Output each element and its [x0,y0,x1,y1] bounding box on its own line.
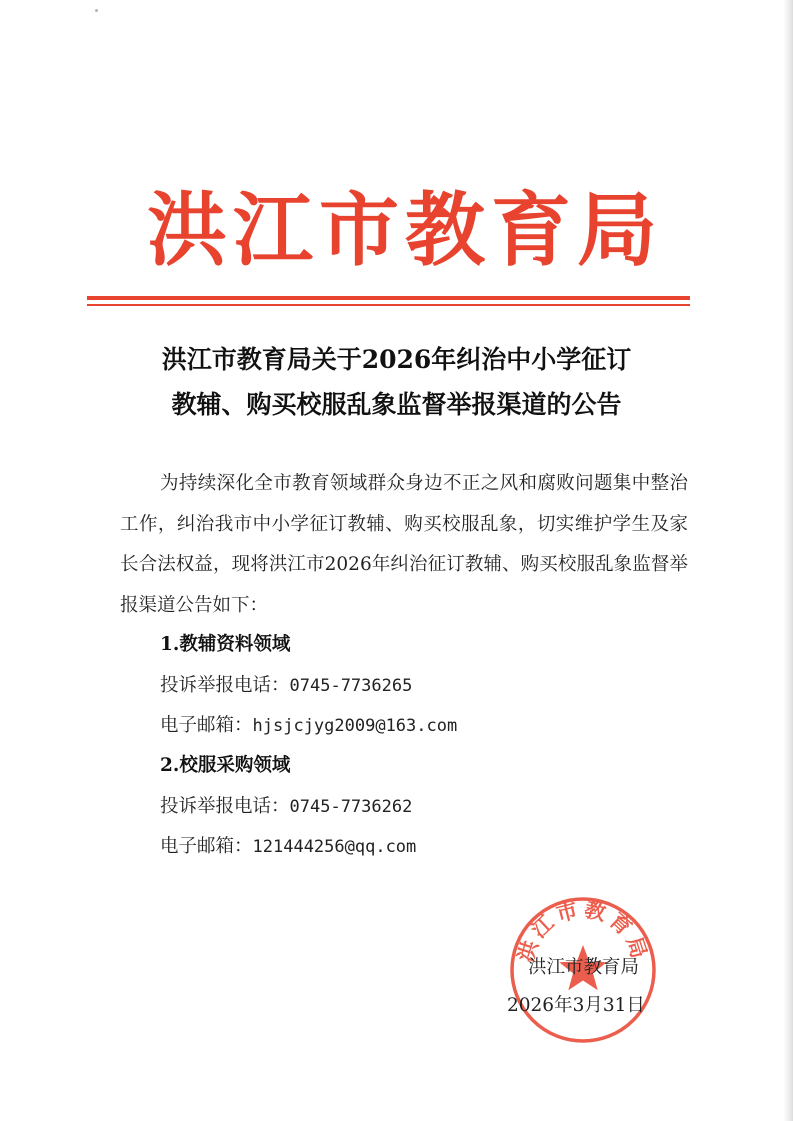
email-address-uniforms: 121444256@qq.com [252,837,417,857]
section-heading-textbooks: 1.教辅资料领域 [160,634,291,655]
contact-email-line-textbooks [160,711,457,741]
contact-phone-line-uniforms [160,792,412,822]
seal-text: 洪江市教育局 [512,896,654,965]
document-title-line-2: 教辅、购买校服乱象监督举报渠道的公告 [171,390,622,419]
letterhead-title: 洪江市教育局 [147,183,663,277]
phone-label: 投诉举报电话： [160,796,290,817]
section-heading-uniforms: 2.校服采购领域 [160,755,291,776]
document-title-line-1: 洪江市教育局关于2026年纠治中小学征订 [161,345,632,374]
page-edge-shadow [783,0,793,1121]
document-title [95,337,698,427]
phone-label: 投诉举报电话： [160,675,290,696]
email-label: 电子邮箱： [160,715,253,736]
phone-number-uniforms: 0745-7736262 [289,797,413,817]
email-label: 电子邮箱： [160,836,253,857]
contact-phone-line-textbooks [160,671,412,701]
letterhead-red-rule-thin [87,304,690,306]
email-address-textbooks: hjsjcjyg2009@163.com [252,716,458,736]
signature-organization: 洪江市教育局 [528,957,640,978]
letterhead-red-rule-thick [87,296,690,300]
contact-email-line-uniforms [160,832,416,862]
announcement-paragraph: 为持续深化全市教育领域群众身边不正之风和腐败问题集中整治工作，纠治我市中小学征订教辅、购买校服乱象，切实维护学生及家长合法权益，现将洪江市2026年纠治征订教辅、购买校服乱象监督举报渠道公告如下： [120,473,688,616]
signature-date: 2026年3月31日 [507,995,645,1016]
scan-speck [95,9,98,12]
phone-number-textbooks: 0745-7736265 [289,676,413,696]
